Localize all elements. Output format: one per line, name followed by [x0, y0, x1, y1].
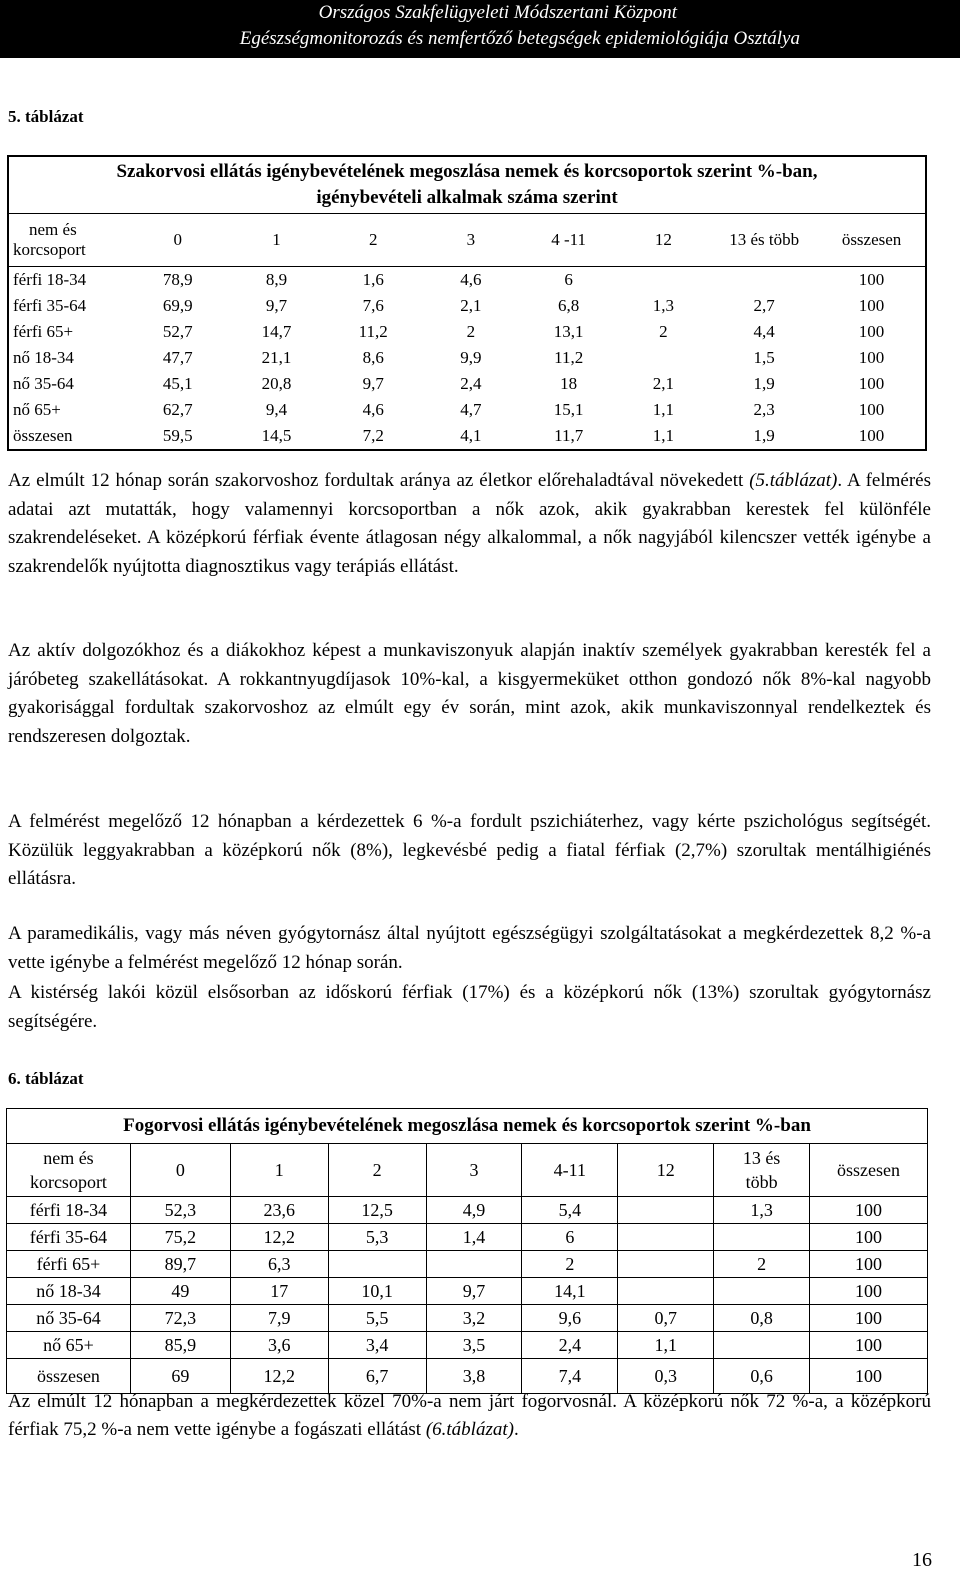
table5-cell: 1,5 — [753, 348, 775, 367]
table5-cell: 1,3 — [652, 296, 675, 315]
table6-row-label: nő 65+ — [7, 1332, 131, 1359]
table5-header-cell: 1 — [228, 214, 326, 267]
table5-cell: 100 — [858, 426, 885, 445]
table6-title: Fogorvosi ellátás igénybevételének megoszlása nemek és korcsoportok szerint %-ban — [7, 1109, 928, 1144]
table5-header-group — [8, 214, 128, 267]
table6-cell: 3,2 — [426, 1305, 522, 1332]
table6-cell: 1,3 — [714, 1197, 810, 1224]
table6-cell: 3,4 — [328, 1332, 426, 1359]
table6-cell: 17 — [230, 1278, 328, 1305]
table5-header-group-line2: korcsoport — [13, 240, 86, 259]
table5-cell: 14,7 — [261, 322, 292, 341]
table5-cell: 52,7 — [162, 322, 193, 341]
table6-cell: 6,7 — [328, 1359, 426, 1394]
table6-header-cell: 12 — [618, 1144, 714, 1197]
table5-cell: 4,7 — [460, 400, 482, 419]
table5-row-label: nő 65+ — [13, 400, 61, 419]
table6-cell: 100 — [810, 1278, 928, 1305]
table6-cell — [618, 1278, 714, 1305]
table5-header-cell: 2 — [325, 214, 421, 267]
table6-header-group-line2: korcsoport — [29, 1172, 107, 1192]
table5-cell: 45,1 — [162, 374, 193, 393]
table5-cell: 6 — [564, 270, 573, 289]
table6-cell: 14,1 — [522, 1278, 618, 1305]
table5-header-cell: 4 -11 — [521, 214, 617, 267]
table6-cell: 12,2 — [230, 1359, 328, 1394]
table6-header-cell: 3 — [426, 1144, 522, 1197]
table6-row-label: férfi 18-34 — [7, 1197, 131, 1224]
paragraph-1-part-b: . A felmérés adatai azt mutatták, hogy valamennyi korcsoportban a nők azok, akik gyakrabban kerestek fel különféle szakrendeléseket. A középkorú férfiak évente átlagosan négy alkalommal, a nők nagyjából kilencszer vették igénybe a szakrendelők nyújtotta diagnosztikus vagy terápiás ellátást. — [8, 470, 931, 577]
table6-cell: 100 — [810, 1251, 928, 1278]
table5-cell: 100 — [858, 348, 885, 367]
table5-cell — [617, 345, 711, 371]
table6-row — [7, 1197, 928, 1224]
table6-cell: 5,3 — [328, 1224, 426, 1251]
page-header — [0, 0, 960, 58]
table5-cell: 100 — [858, 270, 885, 289]
table6-row — [7, 1278, 928, 1305]
table5-header-row — [8, 214, 926, 267]
table6-cell — [714, 1278, 810, 1305]
table6-cell: 85,9 — [130, 1332, 230, 1359]
table6-cell: 0,3 — [618, 1359, 714, 1394]
table5-cell: 1,6 — [362, 270, 384, 289]
table6-cell: 3,5 — [426, 1332, 522, 1359]
table5-reference: (5.táblázat) — [749, 470, 838, 491]
table5-header-cell: 12 — [617, 214, 711, 267]
table6-header-cell: 2 — [328, 1144, 426, 1197]
table6-cell: 1,4 — [426, 1224, 522, 1251]
table5-row-label: férfi 65+ — [13, 322, 74, 341]
table5-cell: 4,6 — [362, 400, 384, 419]
table5-cell: 14,5 — [261, 426, 292, 445]
table6-cell: 2,4 — [522, 1332, 618, 1359]
table5-row-label: férfi 35-64 — [13, 296, 87, 315]
table6-cell: 49 — [130, 1278, 230, 1305]
table6-cell — [426, 1251, 522, 1278]
table6-row — [7, 1251, 928, 1278]
table6-cell: 2 — [714, 1251, 810, 1278]
table6-header-group — [7, 1144, 131, 1197]
table5-cell: 2,3 — [753, 400, 775, 419]
table6-row — [7, 1305, 928, 1332]
paragraph-6-part-b: . — [513, 1419, 519, 1440]
table6-header-more-line2: több — [745, 1172, 778, 1192]
table5-cell: 15,1 — [553, 400, 584, 419]
table5 — [7, 155, 927, 451]
table6-cell: 12,5 — [328, 1197, 426, 1224]
table5-cell: 7,6 — [362, 296, 384, 315]
table6-cell: 7,9 — [230, 1305, 328, 1332]
table6-row-label: nő 35-64 — [7, 1305, 131, 1332]
table6-cell: 100 — [810, 1224, 928, 1251]
table6-cell: 6 — [522, 1224, 618, 1251]
table6-cell: 100 — [810, 1305, 928, 1332]
table6-cell: 75,2 — [130, 1224, 230, 1251]
paragraph-1-part-a: Az elmúlt 12 hónap során szakorvoshoz fordultak aránya az életkor előrehaladtával növekedett — [8, 470, 750, 491]
table5-title-line2: igénybevételi alkalmak száma szerint — [316, 187, 618, 208]
table5-cell: 100 — [858, 296, 885, 315]
table5-row — [8, 423, 926, 450]
table5-header-cell: összesen — [818, 214, 926, 267]
table5-cell — [617, 267, 711, 294]
table6-header-cell: 0 — [130, 1144, 230, 1197]
table5-cell: 100 — [858, 322, 885, 341]
header-department: Egészségmonitorozás és nemfertőző betegségek epidemiológiája Osztálya — [239, 28, 800, 49]
table5-cell: 2 — [466, 322, 476, 341]
table5-cell: 4,1 — [460, 426, 482, 445]
table5-cell: 1,9 — [753, 426, 775, 445]
table5-cell: 2,7 — [753, 296, 775, 315]
table6-cell: 5,4 — [522, 1197, 618, 1224]
table5-cell: 78,9 — [162, 270, 193, 289]
table6-cell: 0,6 — [714, 1359, 810, 1394]
header-institution: Országos Szakfelügyeleti Módszertani Központ — [318, 2, 677, 23]
table6-cell: 23,6 — [230, 1197, 328, 1224]
table6-cell: 4,9 — [426, 1197, 522, 1224]
table5-cell: 11,2 — [358, 322, 388, 341]
table6-cell: 0,8 — [714, 1305, 810, 1332]
table5-header-group-line1: nem és — [29, 220, 77, 239]
table5-caption: 5. táblázat — [8, 107, 84, 126]
table6-cell: 72,3 — [130, 1305, 230, 1332]
table5-cell: 18 — [560, 374, 578, 393]
table5-cell: 7,2 — [362, 426, 384, 445]
table5-cell: 2,1 — [652, 374, 675, 393]
table5-title-line1: Szakorvosi ellátás igénybevételének megoszlása nemek és korcsoportok szerint %-ban, — [116, 161, 818, 182]
table6-row-label: férfi 35-64 — [7, 1224, 131, 1251]
table5-row — [8, 397, 926, 423]
table5-cell: 8,9 — [265, 270, 288, 289]
table6-cell: 1,1 — [618, 1332, 714, 1359]
table5-cell: 21,1 — [261, 348, 292, 367]
table6-cell: 89,7 — [130, 1251, 230, 1278]
table5-row-label: nő 35-64 — [13, 374, 74, 393]
table5-cell: 59,5 — [162, 426, 193, 445]
table5-row-label: nő 18-34 — [13, 348, 74, 367]
paragraph-3: A felmérést megelőző 12 hónapban a kérdezettek 6 %-a fordult pszichiáterhez, vagy kérte pszichológus segítségét. Közülük leggyakrabban a középkorú nők (8%), legkevésbé pedig a fiatal férfiak (2,7%) szorultak mentálhigiénés ellátásra. — [8, 811, 931, 889]
table6-cell: 100 — [810, 1197, 928, 1224]
table6-cell — [618, 1197, 714, 1224]
table6-cell: 3,8 — [426, 1359, 522, 1394]
table6-row — [7, 1224, 928, 1251]
paragraph-4: A paramedikális, vagy más néven gyógytornász által nyújtott egészségügyi szolgáltatásokat a megkérdezettek 8,2 %-a vette igénybe a felmérést megelőző 12 hónap során. — [8, 923, 931, 973]
table5-cell: 20,8 — [261, 374, 292, 393]
table5-cell: 9,4 — [265, 400, 288, 419]
table6-cell: 6,3 — [230, 1251, 328, 1278]
table5-header-cell: 13 és több — [710, 214, 818, 267]
table6-cell: 3,6 — [230, 1332, 328, 1359]
table5-row — [8, 319, 926, 345]
paragraph-6-part-a: Az elmúlt 12 hónapban a megkérdezettek közel 70%-a nem járt fogorvosnál. A középkorú nők 72 %-a, a középkorú férfiak 75,2 %-a nem vette igénybe a fogászati ellátást — [8, 1391, 931, 1440]
table5-cell: 100 — [858, 374, 885, 393]
table5-row — [8, 267, 926, 294]
table5-row — [8, 371, 926, 397]
table5-cell: 2,4 — [460, 374, 482, 393]
table5-cell: 11,7 — [554, 426, 584, 445]
paragraph-1 — [8, 467, 931, 581]
table6-header-group-line1: nem és — [43, 1148, 94, 1168]
table5-row — [8, 293, 926, 319]
table6 — [6, 1108, 928, 1394]
table6-cell — [618, 1251, 714, 1278]
table6-cell: 52,3 — [130, 1197, 230, 1224]
table6-header-cell: 4-11 — [522, 1144, 618, 1197]
table5-cell: 9,7 — [265, 296, 288, 315]
table6-header-cell: 1 — [230, 1144, 328, 1197]
table6-header-cell: összesen — [810, 1144, 928, 1197]
table6-row-label: nő 18-34 — [7, 1278, 131, 1305]
table5-cell: 1,1 — [652, 426, 675, 445]
table5-cell: 1,1 — [652, 400, 675, 419]
table5-cell: 47,7 — [162, 348, 193, 367]
table6-cell: 12,2 — [230, 1224, 328, 1251]
table6-row-label: férfi 65+ — [7, 1251, 131, 1278]
table6-row — [7, 1332, 928, 1359]
table5-cell: 9,7 — [362, 374, 384, 393]
table5-cell: 4,6 — [460, 270, 482, 289]
table6-cell: 100 — [810, 1359, 928, 1394]
table6-header-row — [7, 1144, 928, 1197]
table6-reference: (6.táblázat) — [425, 1419, 514, 1440]
table5-header-cell: 0 — [128, 214, 228, 267]
table5-cell: 8,6 — [362, 348, 384, 367]
table5-row-label: férfi 18-34 — [13, 270, 87, 289]
table6-cell: 2 — [522, 1251, 618, 1278]
page-number: 16 — [912, 1549, 932, 1571]
table6-cell: 10,1 — [328, 1278, 426, 1305]
table5-cell: 11,2 — [554, 348, 584, 367]
table6-header-more-line1: 13 és — [742, 1148, 781, 1168]
table6-cell: 9,7 — [426, 1278, 522, 1305]
table6-cell: 69 — [130, 1359, 230, 1394]
table5-cell: 6,8 — [558, 296, 580, 315]
table5-header-cell: 3 — [421, 214, 521, 267]
table5-cell: 2,1 — [460, 296, 482, 315]
table5-title — [8, 156, 926, 214]
table5-cell: 69,9 — [162, 296, 193, 315]
table6-cell: 0,7 — [618, 1305, 714, 1332]
table5-cell: 4,4 — [753, 322, 775, 341]
table5-cell: 13,1 — [553, 322, 584, 341]
table6-caption: 6. táblázat — [8, 1069, 84, 1088]
table5-cell: 62,7 — [162, 400, 193, 419]
table6-cell: 9,6 — [522, 1305, 618, 1332]
table5-row — [8, 345, 926, 371]
paragraph-6 — [8, 1388, 931, 1444]
table5-row-label: összesen — [13, 426, 73, 445]
table6-cell: 5,5 — [328, 1305, 426, 1332]
table5-cell: 9,9 — [460, 348, 482, 367]
table6-row-label: összesen — [7, 1359, 131, 1394]
table6-cell — [714, 1332, 810, 1359]
paragraph-5: A kistérség lakói közül elsősorban az időskorú férfiak (17%) és a középkorú nők (13%) szorultak gyógytornász segítségére. — [8, 982, 931, 1032]
table6-header-cell-multiline — [714, 1144, 810, 1197]
paragraph-2: Az aktív dolgozókhoz és a diákokhoz képest a munkaviszonyuk alapján inaktív személyek gyakrabban keresték fel a járóbeteg szakellátásokat. A rokkantnyugdíjasok 10%-kal, a kisgyermeküket otthon gondozó nők 8%-kal nagyobb gyakorisággal fordultak szakorvoshoz az elmúlt egy év során, mint azok, akik munkaviszonnyal rendelkeztek és rendszeresen dolgoztak. — [8, 640, 931, 747]
table5-cell: 100 — [858, 400, 885, 419]
table6-cell: 100 — [810, 1332, 928, 1359]
table5-cell — [710, 267, 818, 294]
table5-cell: 1,9 — [753, 374, 775, 393]
table6-cell: 7,4 — [522, 1359, 618, 1394]
table6-cell — [714, 1224, 810, 1251]
table6-cell — [328, 1251, 426, 1278]
table6-cell — [618, 1224, 714, 1251]
table5-cell: 2 — [659, 322, 668, 341]
